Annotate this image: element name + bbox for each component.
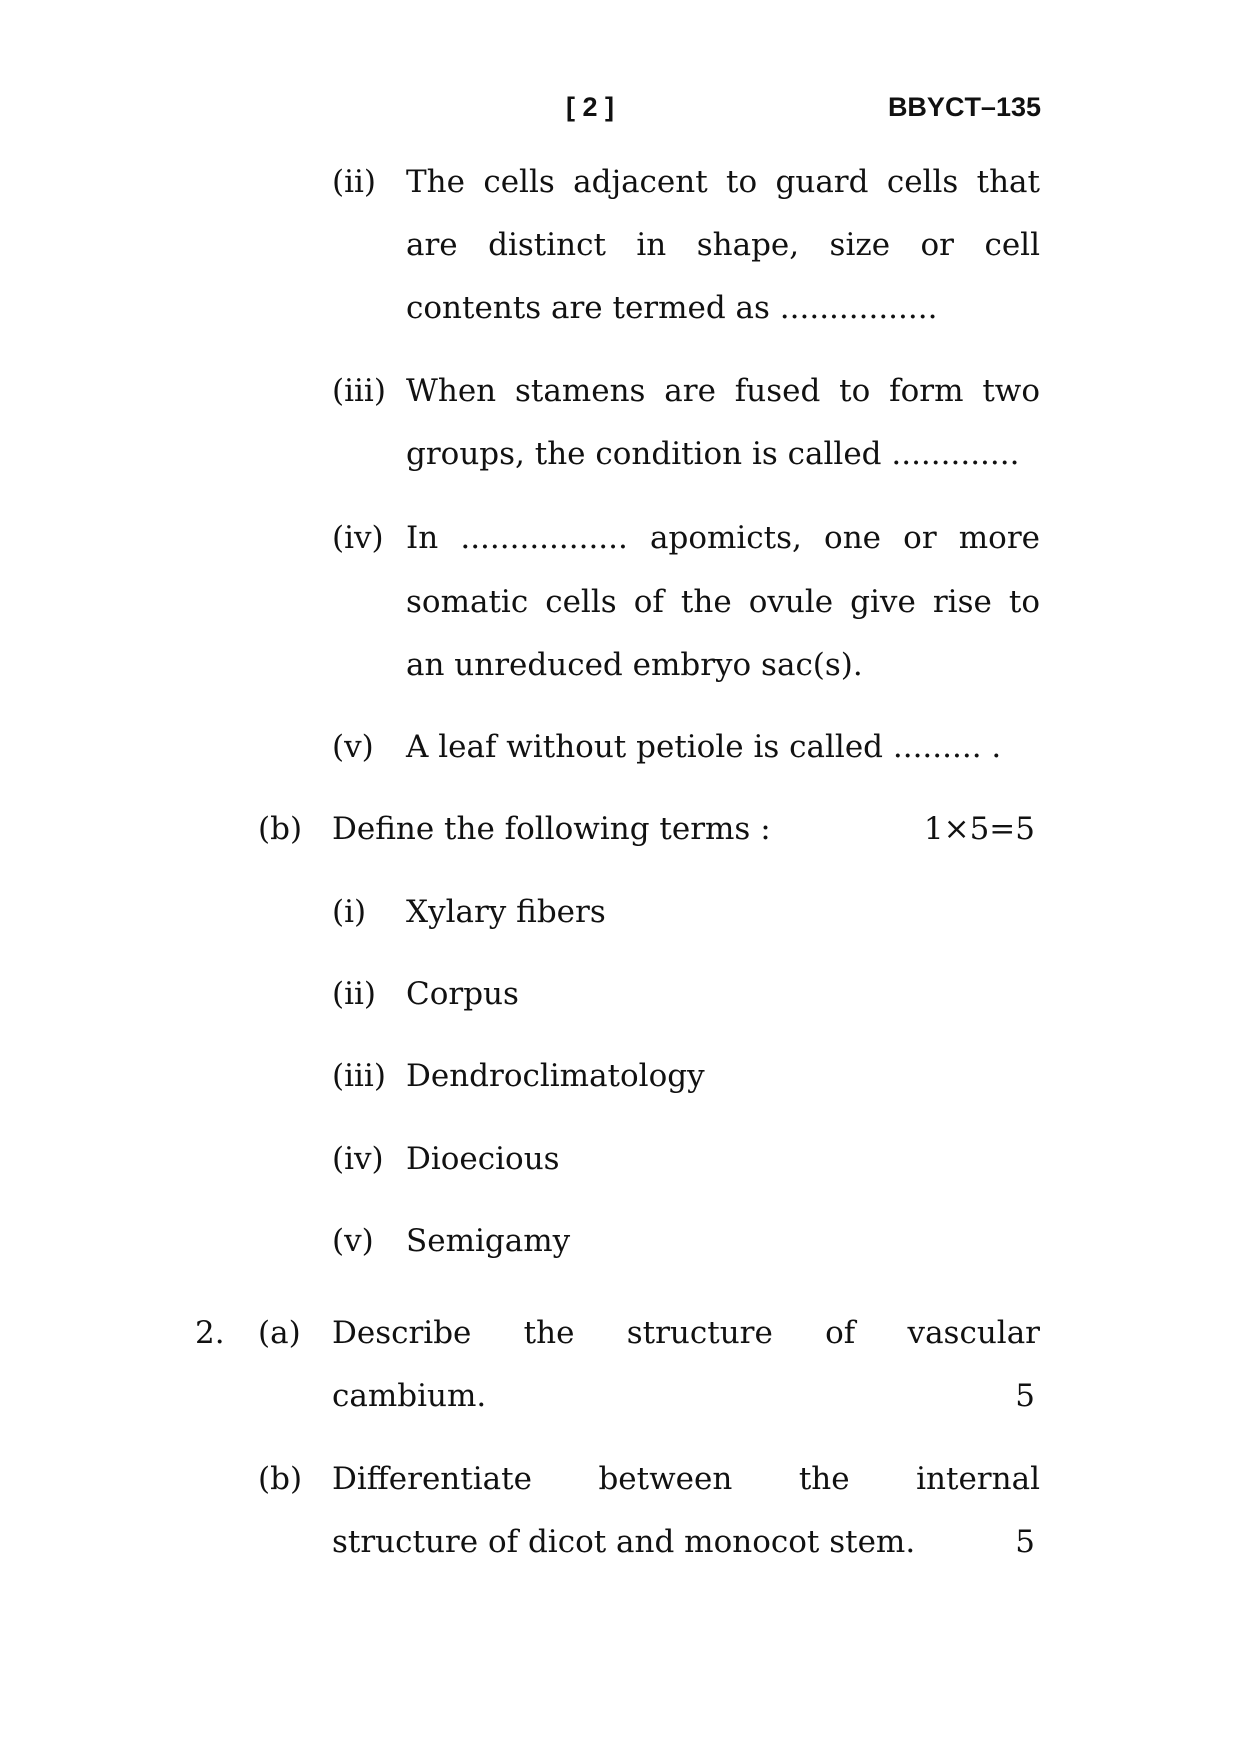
item-label: (iii) — [332, 373, 386, 409]
item-text: are distinct in shape, size or cell — [406, 227, 1040, 263]
item-text: groups, the condition is called ............. — [406, 436, 1020, 472]
item-text: somatic cells of the ovule give rise to — [406, 584, 1040, 620]
marks: 5 — [1015, 1524, 1035, 1560]
question-text: cambium. — [332, 1378, 487, 1414]
marks: 5 — [1015, 1378, 1035, 1414]
question-text: Differentiate between the internal — [332, 1461, 1040, 1497]
term-text: Xylary fibers — [406, 894, 606, 930]
item-text: an unreduced embryo sac(s). — [406, 647, 863, 683]
item-text: The cells adjacent to guard cells that — [406, 164, 1040, 200]
item-text: contents are termed as ................ — [406, 290, 938, 326]
item-text: In ................. apomicts, one or more — [406, 520, 1040, 556]
marks: 1×5=5 — [923, 811, 1035, 847]
term-label: (v) — [332, 1223, 374, 1259]
question-number: 2. — [195, 1315, 225, 1351]
question-label: (b) — [258, 1461, 303, 1497]
item-text: A leaf without petiole is called ......... . — [406, 729, 1002, 765]
term-text: Semigamy — [406, 1223, 571, 1259]
term-label: (iii) — [332, 1058, 386, 1094]
page-number: [ 2 ] — [566, 92, 615, 122]
question-label: (b) — [258, 811, 303, 847]
term-text: Dendroclimatology — [406, 1058, 705, 1094]
course-code: BBYCT–135 — [887, 92, 1041, 122]
term-text: Dioecious — [406, 1141, 560, 1177]
term-label: (iv) — [332, 1141, 384, 1177]
term-text: Corpus — [406, 976, 519, 1012]
question-text: Define the following terms : — [332, 811, 771, 847]
item-text: When stamens are fused to form two — [406, 373, 1040, 409]
item-label: (iv) — [332, 520, 384, 556]
term-label: (i) — [332, 894, 367, 930]
term-label: (ii) — [332, 976, 377, 1012]
question-label: (a) — [258, 1315, 301, 1351]
item-label: (v) — [332, 729, 374, 765]
question-text: structure of dicot and monocot stem. — [332, 1524, 916, 1560]
question-text: Describe the structure of vascular — [332, 1315, 1040, 1351]
item-label: (ii) — [332, 164, 377, 200]
